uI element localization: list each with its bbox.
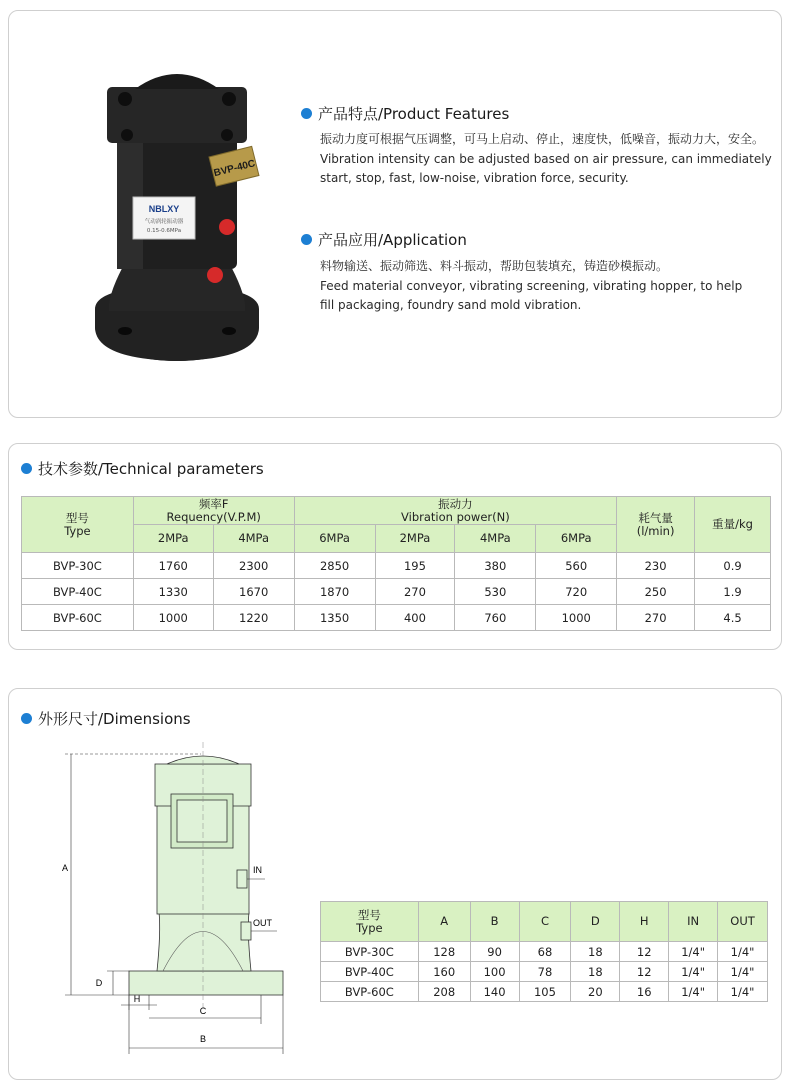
params-panel <box>8 443 782 650</box>
dimension-h-label: H <box>133 994 141 1004</box>
table-cell: 12 <box>620 942 669 962</box>
params-col-model <box>22 497 134 553</box>
table-cell: 1.9 <box>695 579 771 605</box>
table-cell: 1000 <box>536 605 617 631</box>
table-cell: 230 <box>617 553 695 579</box>
table-cell: 4.5 <box>695 605 771 631</box>
features-text-cn: 振动力度可根据气压调整，可马上启动、停止，速度快，低噪音，振动力大，安全。 <box>320 132 765 146</box>
table-row <box>22 579 771 605</box>
params-sub-p1: 2MPa <box>133 525 213 553</box>
table-cell: 18 <box>571 942 620 962</box>
table-cell: 1760 <box>133 553 213 579</box>
params-air-cn: 耗气量 <box>638 510 673 525</box>
bolt-1 <box>118 92 132 106</box>
table-cell: 100 <box>470 962 519 982</box>
table-cell: 1870 <box>294 579 375 605</box>
table-cell: BVP-30C <box>321 942 419 962</box>
params-air-en: (l/min) <box>636 523 675 538</box>
params-header-row-1 <box>22 497 771 525</box>
label-line-1: 气动涡轮振动器 <box>144 219 184 225</box>
bullet-icon <box>301 234 312 245</box>
table-cell: 1/4" <box>718 942 768 962</box>
application-heading <box>301 229 467 250</box>
table-cell: 1/4" <box>718 982 768 1002</box>
table-cell: 208 <box>418 982 470 1002</box>
dims-col-d: D <box>571 902 620 942</box>
dimension-b-label: B <box>199 1034 207 1044</box>
table-cell: 16 <box>620 982 669 1002</box>
table-cell: 160 <box>418 962 470 982</box>
params-sub-p5: 4MPa <box>455 525 536 553</box>
bolt-4 <box>221 129 233 141</box>
dimension-a-label: A <box>61 863 69 873</box>
table-cell: 1/4" <box>669 942 718 962</box>
table-cell: 140 <box>470 982 519 1002</box>
table-row <box>22 605 771 631</box>
params-freq-cn: 频率F <box>198 496 229 511</box>
dims-panel <box>8 688 782 1080</box>
bullet-icon <box>21 463 32 474</box>
params-force-en: Vibration power(N) <box>401 509 510 524</box>
features-text-en-2: start, stop, fast, low-noise, vibration force, security. <box>320 171 629 185</box>
params-sub-p2: 4MPa <box>213 525 294 553</box>
params-table <box>21 496 771 631</box>
params-col-weight: 重量/kg <box>695 497 771 553</box>
params-heading <box>21 458 264 479</box>
table-cell: BVP-40C <box>321 962 419 982</box>
features-panel <box>8 10 782 418</box>
table-row <box>321 982 768 1002</box>
table-cell: 1000 <box>133 605 213 631</box>
table-cell: BVP-30C <box>22 553 134 579</box>
dims-col-a: A <box>418 902 470 942</box>
dimension-b-marker <box>129 995 283 1054</box>
table-cell: 78 <box>519 962 571 982</box>
model-plate-text: BVP-40C <box>212 158 257 180</box>
table-cell: 720 <box>536 579 617 605</box>
drawing-window-inner <box>177 800 227 842</box>
bolt-2 <box>222 92 236 106</box>
application-text-en-1: Feed material conveyor, vibrating screening, vibrating hopper, to help <box>320 278 743 293</box>
table-cell: 2300 <box>213 553 294 579</box>
dimension-d-label: D <box>95 978 103 988</box>
table-cell: 400 <box>375 605 455 631</box>
dims-model-cn: 型号 <box>357 907 381 922</box>
params-sub-p4: 2MPa <box>375 525 455 553</box>
table-row <box>22 553 771 579</box>
bullet-icon <box>21 713 32 724</box>
dims-col-b: B <box>470 902 519 942</box>
table-cell: 270 <box>617 605 695 631</box>
in-label: IN <box>253 865 262 875</box>
table-cell: 12 <box>620 962 669 982</box>
label-line-2: 0.15-0.6MPa <box>146 228 182 234</box>
table-cell: 1/4" <box>669 962 718 982</box>
dims-col-model <box>321 902 419 942</box>
params-model-cn: 型号 <box>65 510 89 525</box>
product-image <box>87 59 267 369</box>
params-col-air <box>617 497 695 553</box>
table-cell: 530 <box>455 579 536 605</box>
table-cell: 195 <box>375 553 455 579</box>
table-cell: BVP-40C <box>22 579 134 605</box>
dims-table <box>320 901 768 1002</box>
table-cell: 90 <box>470 942 519 962</box>
table-cell: 18 <box>571 962 620 982</box>
table-cell: 68 <box>519 942 571 962</box>
table-cell: 1330 <box>133 579 213 605</box>
dims-col-in: IN <box>669 902 718 942</box>
drawing-fitting-out <box>241 922 251 940</box>
table-cell: 1/4" <box>669 982 718 1002</box>
params-col-force <box>294 497 617 525</box>
red-fitting-out <box>207 267 223 283</box>
application-title: 产品应用/Application <box>318 231 467 249</box>
features-heading <box>301 103 509 124</box>
table-cell: 0.9 <box>695 553 771 579</box>
table-cell: 1670 <box>213 579 294 605</box>
params-col-freq <box>133 497 294 525</box>
dims-title: 外形尺寸/Dimensions <box>38 710 191 728</box>
table-cell: 2850 <box>294 553 375 579</box>
table-cell: 1350 <box>294 605 375 631</box>
table-cell: 760 <box>455 605 536 631</box>
application-text-en-2: fill packaging, foundry sand mold vibration. <box>320 298 582 312</box>
table-cell: BVP-60C <box>321 982 419 1002</box>
dims-col-out: OUT <box>718 902 768 942</box>
dims-model-en: Type <box>356 920 383 935</box>
params-sub-p3: 6MPa <box>294 525 375 553</box>
top-dome <box>135 74 219 89</box>
dims-col-c: C <box>519 902 571 942</box>
dims-heading <box>21 708 191 729</box>
table-cell: 380 <box>455 553 536 579</box>
bullet-icon <box>301 108 312 119</box>
features-title: 产品特点/Product Features <box>318 105 510 123</box>
base-hole-right <box>222 327 236 335</box>
table-cell: 128 <box>418 942 470 962</box>
table-cell: 1/4" <box>718 962 768 982</box>
red-fitting-in <box>219 219 235 235</box>
params-force-cn: 振动力 <box>438 496 473 511</box>
params-model-en: Type <box>64 523 91 538</box>
table-cell: 560 <box>536 553 617 579</box>
drawing-flange <box>129 971 283 995</box>
params-title: 技术参数/Technical parameters <box>38 460 264 478</box>
application-text-cn: 料物输送、振动筛选、料斗振动，帮助包装填充，铸造砂模振动。 <box>320 259 669 273</box>
dimension-c-label: C <box>199 1006 207 1016</box>
table-row <box>321 962 768 982</box>
dims-header-row <box>321 902 768 942</box>
drawing-cone <box>157 912 251 971</box>
dims-col-h: H <box>620 902 669 942</box>
table-cell: 1220 <box>213 605 294 631</box>
table-cell: BVP-60C <box>22 605 134 631</box>
table-cell: 270 <box>375 579 455 605</box>
drawing-fitting-in <box>237 870 247 888</box>
table-cell: 105 <box>519 982 571 1002</box>
base-hole-left <box>118 327 132 335</box>
params-freq-en: Requency(V.P.M) <box>166 509 261 524</box>
features-text-en-1: Vibration intensity can be adjusted based on air pressure, can immediately <box>320 151 772 166</box>
dimension-drawing <box>51 742 301 1072</box>
out-label: OUT <box>253 918 272 928</box>
table-cell: 250 <box>617 579 695 605</box>
table-cell: 20 <box>571 982 620 1002</box>
application-text <box>320 257 742 316</box>
table-row <box>321 942 768 962</box>
dimension-d-marker <box>107 971 129 995</box>
bolt-3 <box>121 129 133 141</box>
params-sub-p6: 6MPa <box>536 525 617 553</box>
brand-text: NBLXY <box>148 204 180 214</box>
features-text <box>320 130 772 189</box>
